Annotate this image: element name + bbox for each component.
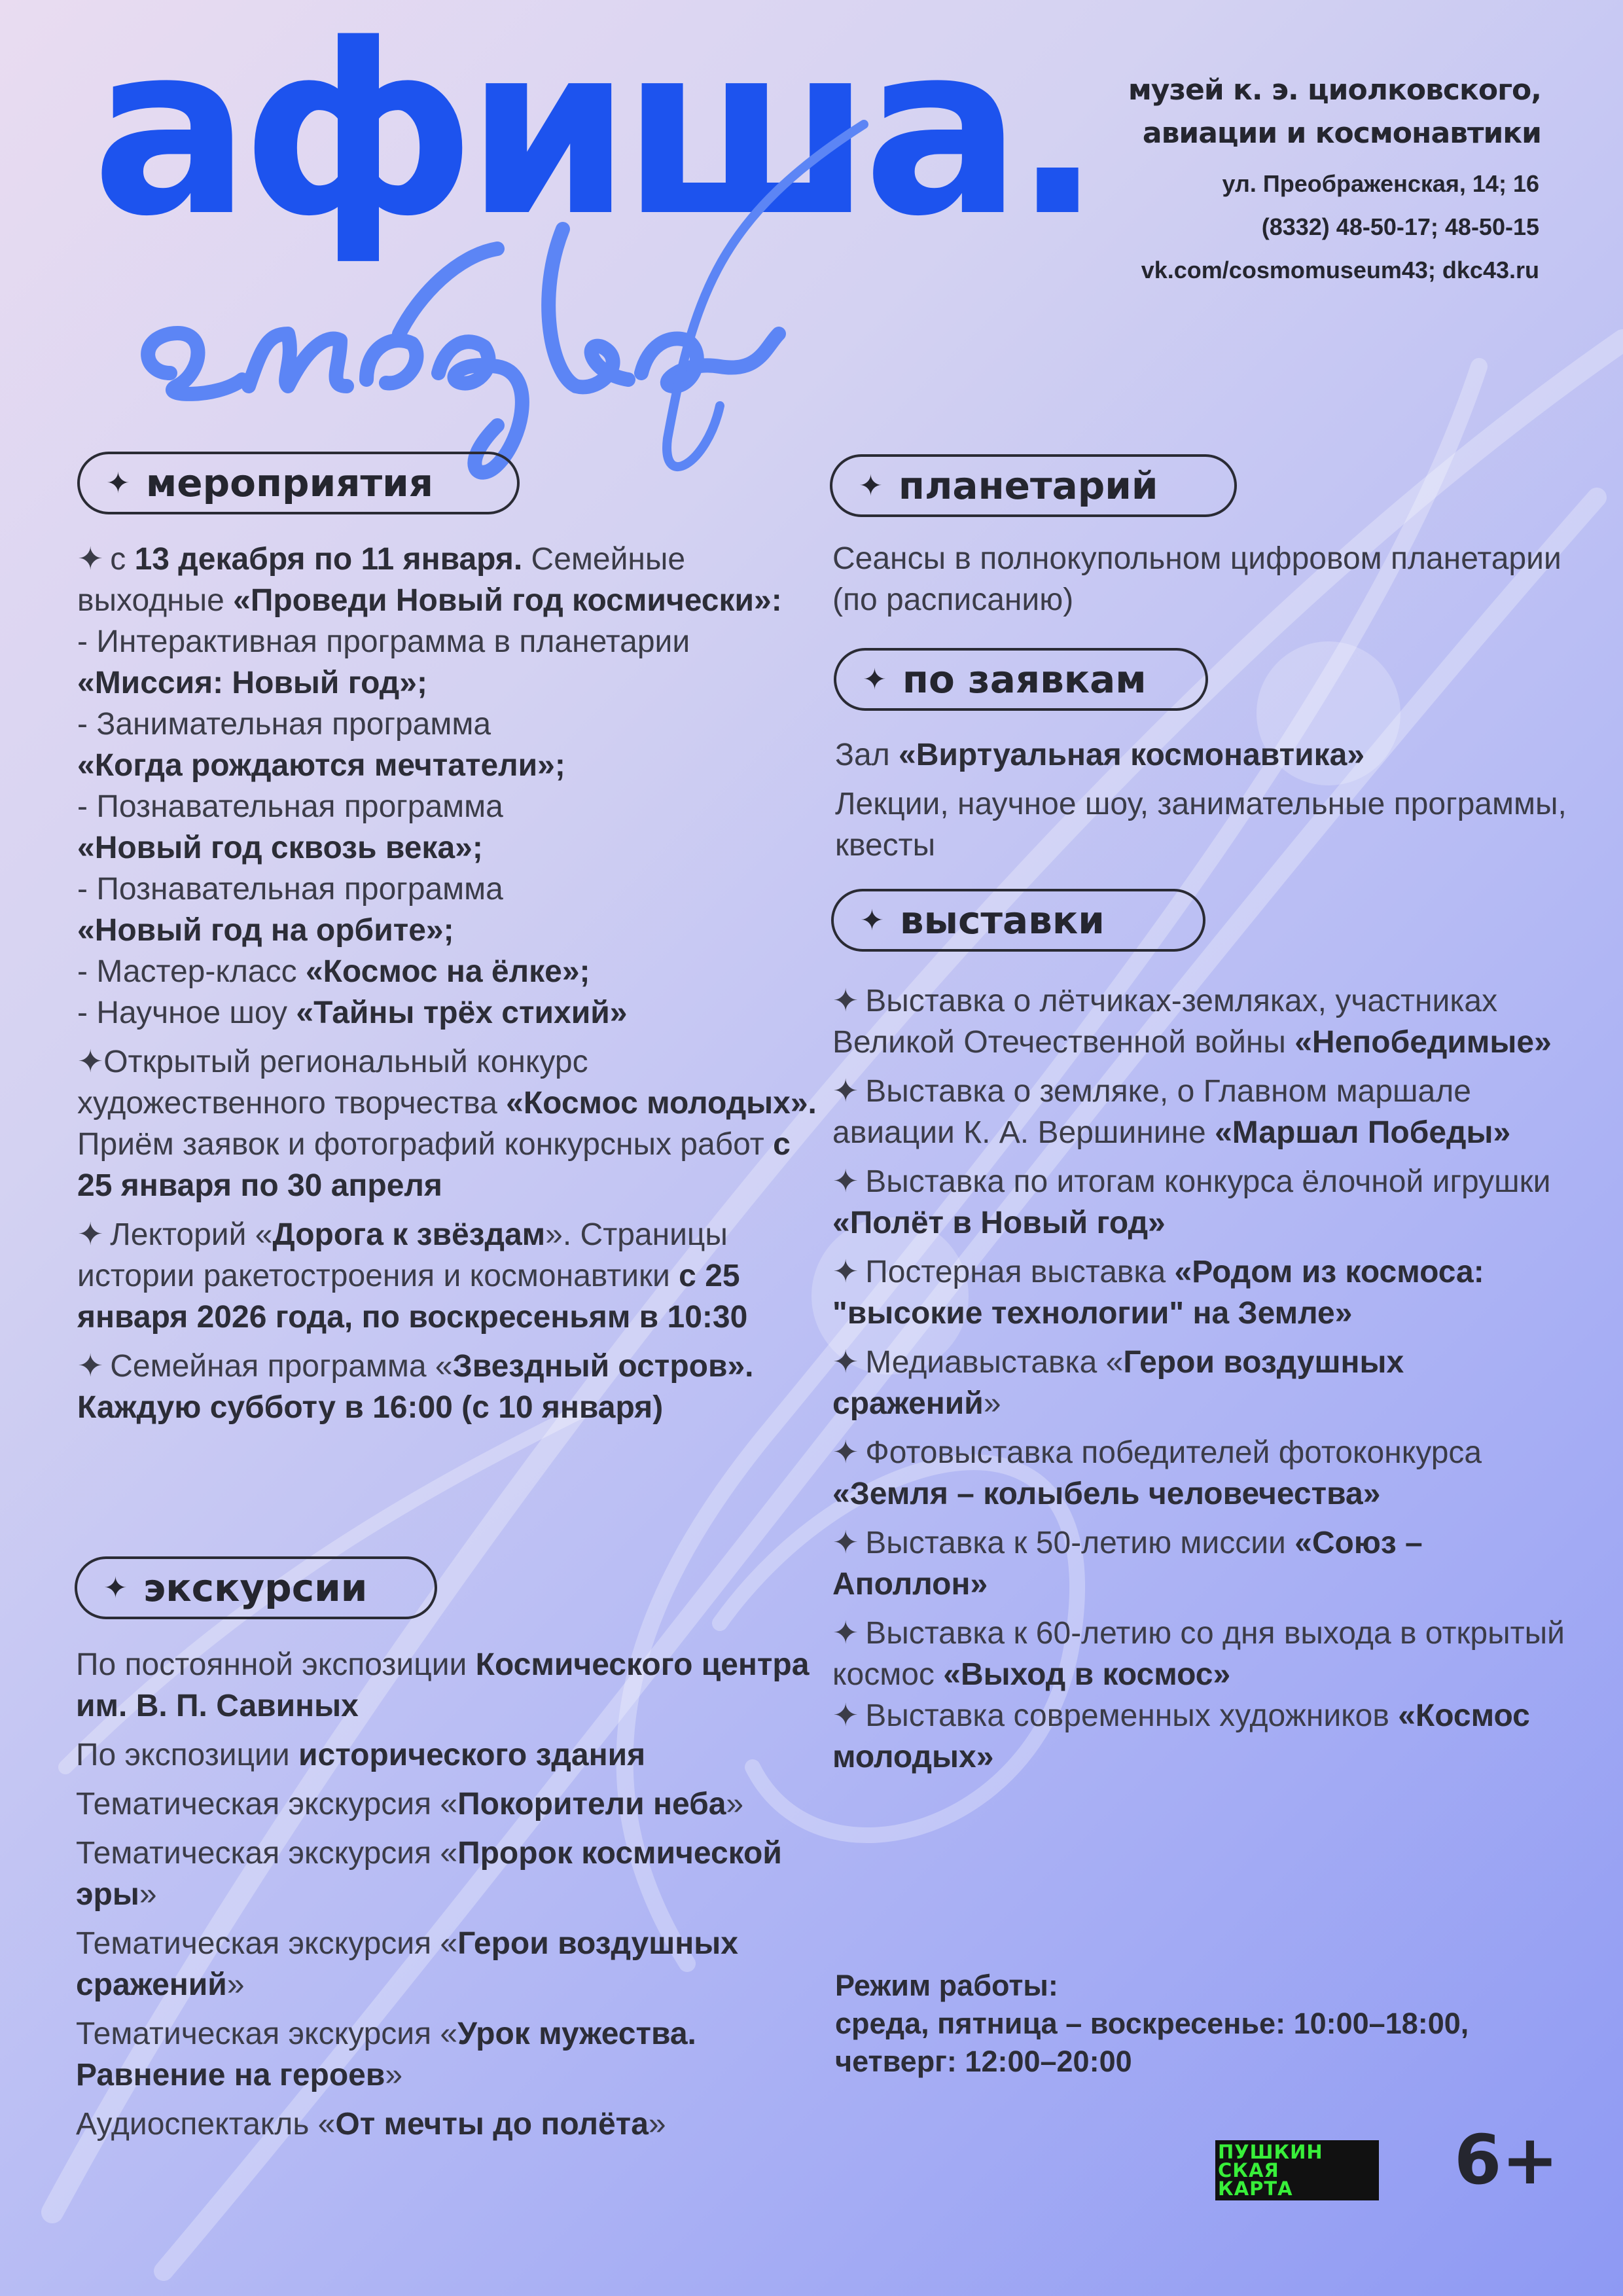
tour-item: Тематическая экскурсия «Пророк космической эры» bbox=[76, 1836, 782, 1912]
exhibition-item: ✦ Выставка к 60-летию со дня выхода в открытый космос «Выход в космос» bbox=[832, 1616, 1565, 1692]
star-icon: ✦ bbox=[859, 469, 883, 503]
section-title-tours: экскурсии bbox=[143, 1566, 368, 1610]
website-links[interactable]: vk.com/cosmomuseum43; dkc43.ru bbox=[1141, 257, 1539, 283]
pushkin-card-line1: ПУШКИН bbox=[1218, 2141, 1323, 2163]
address: ул. Преображенская, 14; 16 bbox=[1222, 170, 1539, 197]
exhibition-item: ✦ Фотовыставка победителей фотоконкурса «Земля – колыбель человечества» bbox=[832, 1435, 1482, 1511]
star-icon: ✦ bbox=[77, 542, 104, 577]
opening-hours-line2: четверг: 12:00–20:00 bbox=[835, 2045, 1132, 2078]
page-title: афиша. bbox=[92, 0, 1094, 268]
star-icon: ✦ bbox=[863, 662, 887, 696]
museum-name-line2: авиации и космонавтики bbox=[1142, 117, 1541, 150]
section-title-planetarium: планетарий bbox=[898, 463, 1158, 508]
museum-name bbox=[1128, 69, 1541, 155]
tour-item: Тематическая экскурсия «Герои воздушных сражений» bbox=[76, 1926, 738, 2002]
opening-hours bbox=[835, 1967, 1469, 2081]
on-request-text bbox=[835, 734, 1575, 866]
section-pill-planetarium bbox=[830, 454, 1237, 517]
tours-list bbox=[76, 1644, 822, 2145]
opening-hours-line1: среда, пятница – воскресенье: 10:00–18:00, bbox=[835, 2007, 1469, 2040]
star-icon: ✦ bbox=[832, 1698, 859, 1733]
exhibition-item: ✦ Выставка современных художников «Космос молодых» bbox=[832, 1698, 1530, 1774]
event-subitem: - Мастер-класс «Космос на ёлке»; bbox=[77, 954, 590, 989]
event-subitem: - Познавательная программа «Новый год на орбите»; bbox=[77, 872, 503, 948]
tour-item: По экспозиции исторического здания bbox=[76, 1738, 646, 1772]
section-title-on-request: по заявкам bbox=[902, 657, 1147, 702]
opening-hours-label: Режим работы: bbox=[835, 1969, 1058, 2002]
phones: (8332) 48-50-17; 48-50-15 bbox=[1261, 213, 1539, 240]
star-icon: ✦ bbox=[832, 984, 859, 1018]
tour-item: Аудиоспектакль «От мечты до полёта» bbox=[76, 2107, 666, 2142]
planetarium-description: Сеансы в полнокупольном цифровом планетарии (по расписанию) bbox=[832, 541, 1561, 617]
pushkin-card-logo bbox=[1215, 2140, 1379, 2200]
star-icon: ✦ bbox=[832, 1526, 859, 1560]
on-request-description: Лекции, научное шоу, занимательные программы, квесты bbox=[835, 787, 1567, 863]
exhibitions-list bbox=[832, 980, 1572, 1778]
on-request-hall: Зал «Виртуальная космонавтика» bbox=[835, 738, 1365, 772]
event-subitem: - Познавательная программа «Новый год сквозь века»; bbox=[77, 789, 503, 865]
exhibition-item: ✦ Выставка о лётчиках-земляках, участниках Великой Отечественной войны «Непобедимые» bbox=[832, 984, 1552, 1060]
section-pill-exhibitions bbox=[831, 889, 1205, 952]
planetarium-text bbox=[832, 538, 1572, 620]
star-icon: ✦ bbox=[832, 1435, 859, 1470]
star-icon: ✦ bbox=[832, 1255, 859, 1289]
pushkin-card-line3: КАРТА bbox=[1218, 2178, 1293, 2200]
event-subitem: - Научное шоу «Тайны трёх стихий» bbox=[77, 996, 628, 1030]
pushkin-card-line2: СКАЯ bbox=[1218, 2159, 1279, 2181]
section-title-exhibitions: выставки bbox=[899, 898, 1105, 942]
star-icon: ✦ bbox=[832, 1164, 859, 1199]
exhibition-item: ✦ Выставка к 50-летию миссии «Союз – Аполлон» bbox=[832, 1526, 1423, 1602]
star-icon: ✦ bbox=[77, 1349, 104, 1384]
event-item-contest: ✦Открытый региональный конкурс художественного творчества «Космос молодых». Приём заявок и фотографий конкурсных работ с 25 января по 30 апреля bbox=[77, 1045, 817, 1203]
events-list bbox=[77, 539, 823, 1428]
exhibition-item: ✦ Выставка по итогам конкурса ёлочной игрушки «Полёт в Новый год» bbox=[832, 1164, 1551, 1240]
tour-item: Тематическая экскурсия «Урок мужества. Равнение на героев» bbox=[76, 2017, 696, 2092]
section-pill-events bbox=[77, 452, 520, 514]
star-icon: ✦ bbox=[103, 1571, 128, 1605]
museum-name-line1: музей к. э. циолковского, bbox=[1128, 73, 1541, 107]
event-subitem: - Интерактивная программа в планетарии «Миссия: Новый год»; bbox=[77, 624, 690, 700]
event-item-family: ✦ Семейная программа «Звездный остров». Каждую субботу в 16:00 (с 10 января) bbox=[77, 1349, 754, 1425]
event-item-new-year: ✦ с 13 декабря по 11 января. Семейные выходные «Проведи Новый год космически»: bbox=[77, 542, 782, 618]
star-icon: ✦ bbox=[860, 903, 884, 937]
exhibition-item: ✦ Медиавыставка «Герои воздушных сражений» bbox=[832, 1345, 1404, 1421]
star-icon: ✦ bbox=[832, 1345, 859, 1380]
section-title-events: мероприятия bbox=[145, 461, 433, 505]
star-icon: ✦ bbox=[832, 1074, 859, 1109]
contacts bbox=[1141, 162, 1539, 292]
exhibition-item: ✦ Постерная выставка «Родом из космоса: "высокие технологии" на Земле» bbox=[832, 1255, 1484, 1331]
tour-item: Тематическая экскурсия «Покорители неба» bbox=[76, 1787, 744, 1821]
star-icon: ✦ bbox=[106, 466, 130, 500]
event-subitem: - Занимательная программа «Когда рождаются мечтатели»; bbox=[77, 707, 565, 783]
exhibition-item: ✦ Выставка о земляке, о Главном маршале авиации К. А. Вершинине «Маршал Победы» bbox=[832, 1074, 1511, 1150]
star-icon: ✦ bbox=[77, 1217, 104, 1252]
star-icon: ✦ bbox=[77, 1045, 104, 1079]
tour-item: По постоянной экспозиции Космического центра им. В. П. Савиных bbox=[76, 1647, 810, 1723]
section-pill-tours bbox=[75, 1556, 437, 1619]
star-icon: ✦ bbox=[832, 1616, 859, 1651]
age-rating: 6+ bbox=[1454, 2120, 1559, 2200]
month-script-logo bbox=[131, 98, 916, 504]
event-item-lectures: ✦ Лекторий «Дорога к звёздам». Страницы истории ракетостроения и космонавтики с 25 января 2026 года, по воскресеньям в 10:30 bbox=[77, 1217, 748, 1335]
section-pill-on-request bbox=[834, 648, 1208, 711]
